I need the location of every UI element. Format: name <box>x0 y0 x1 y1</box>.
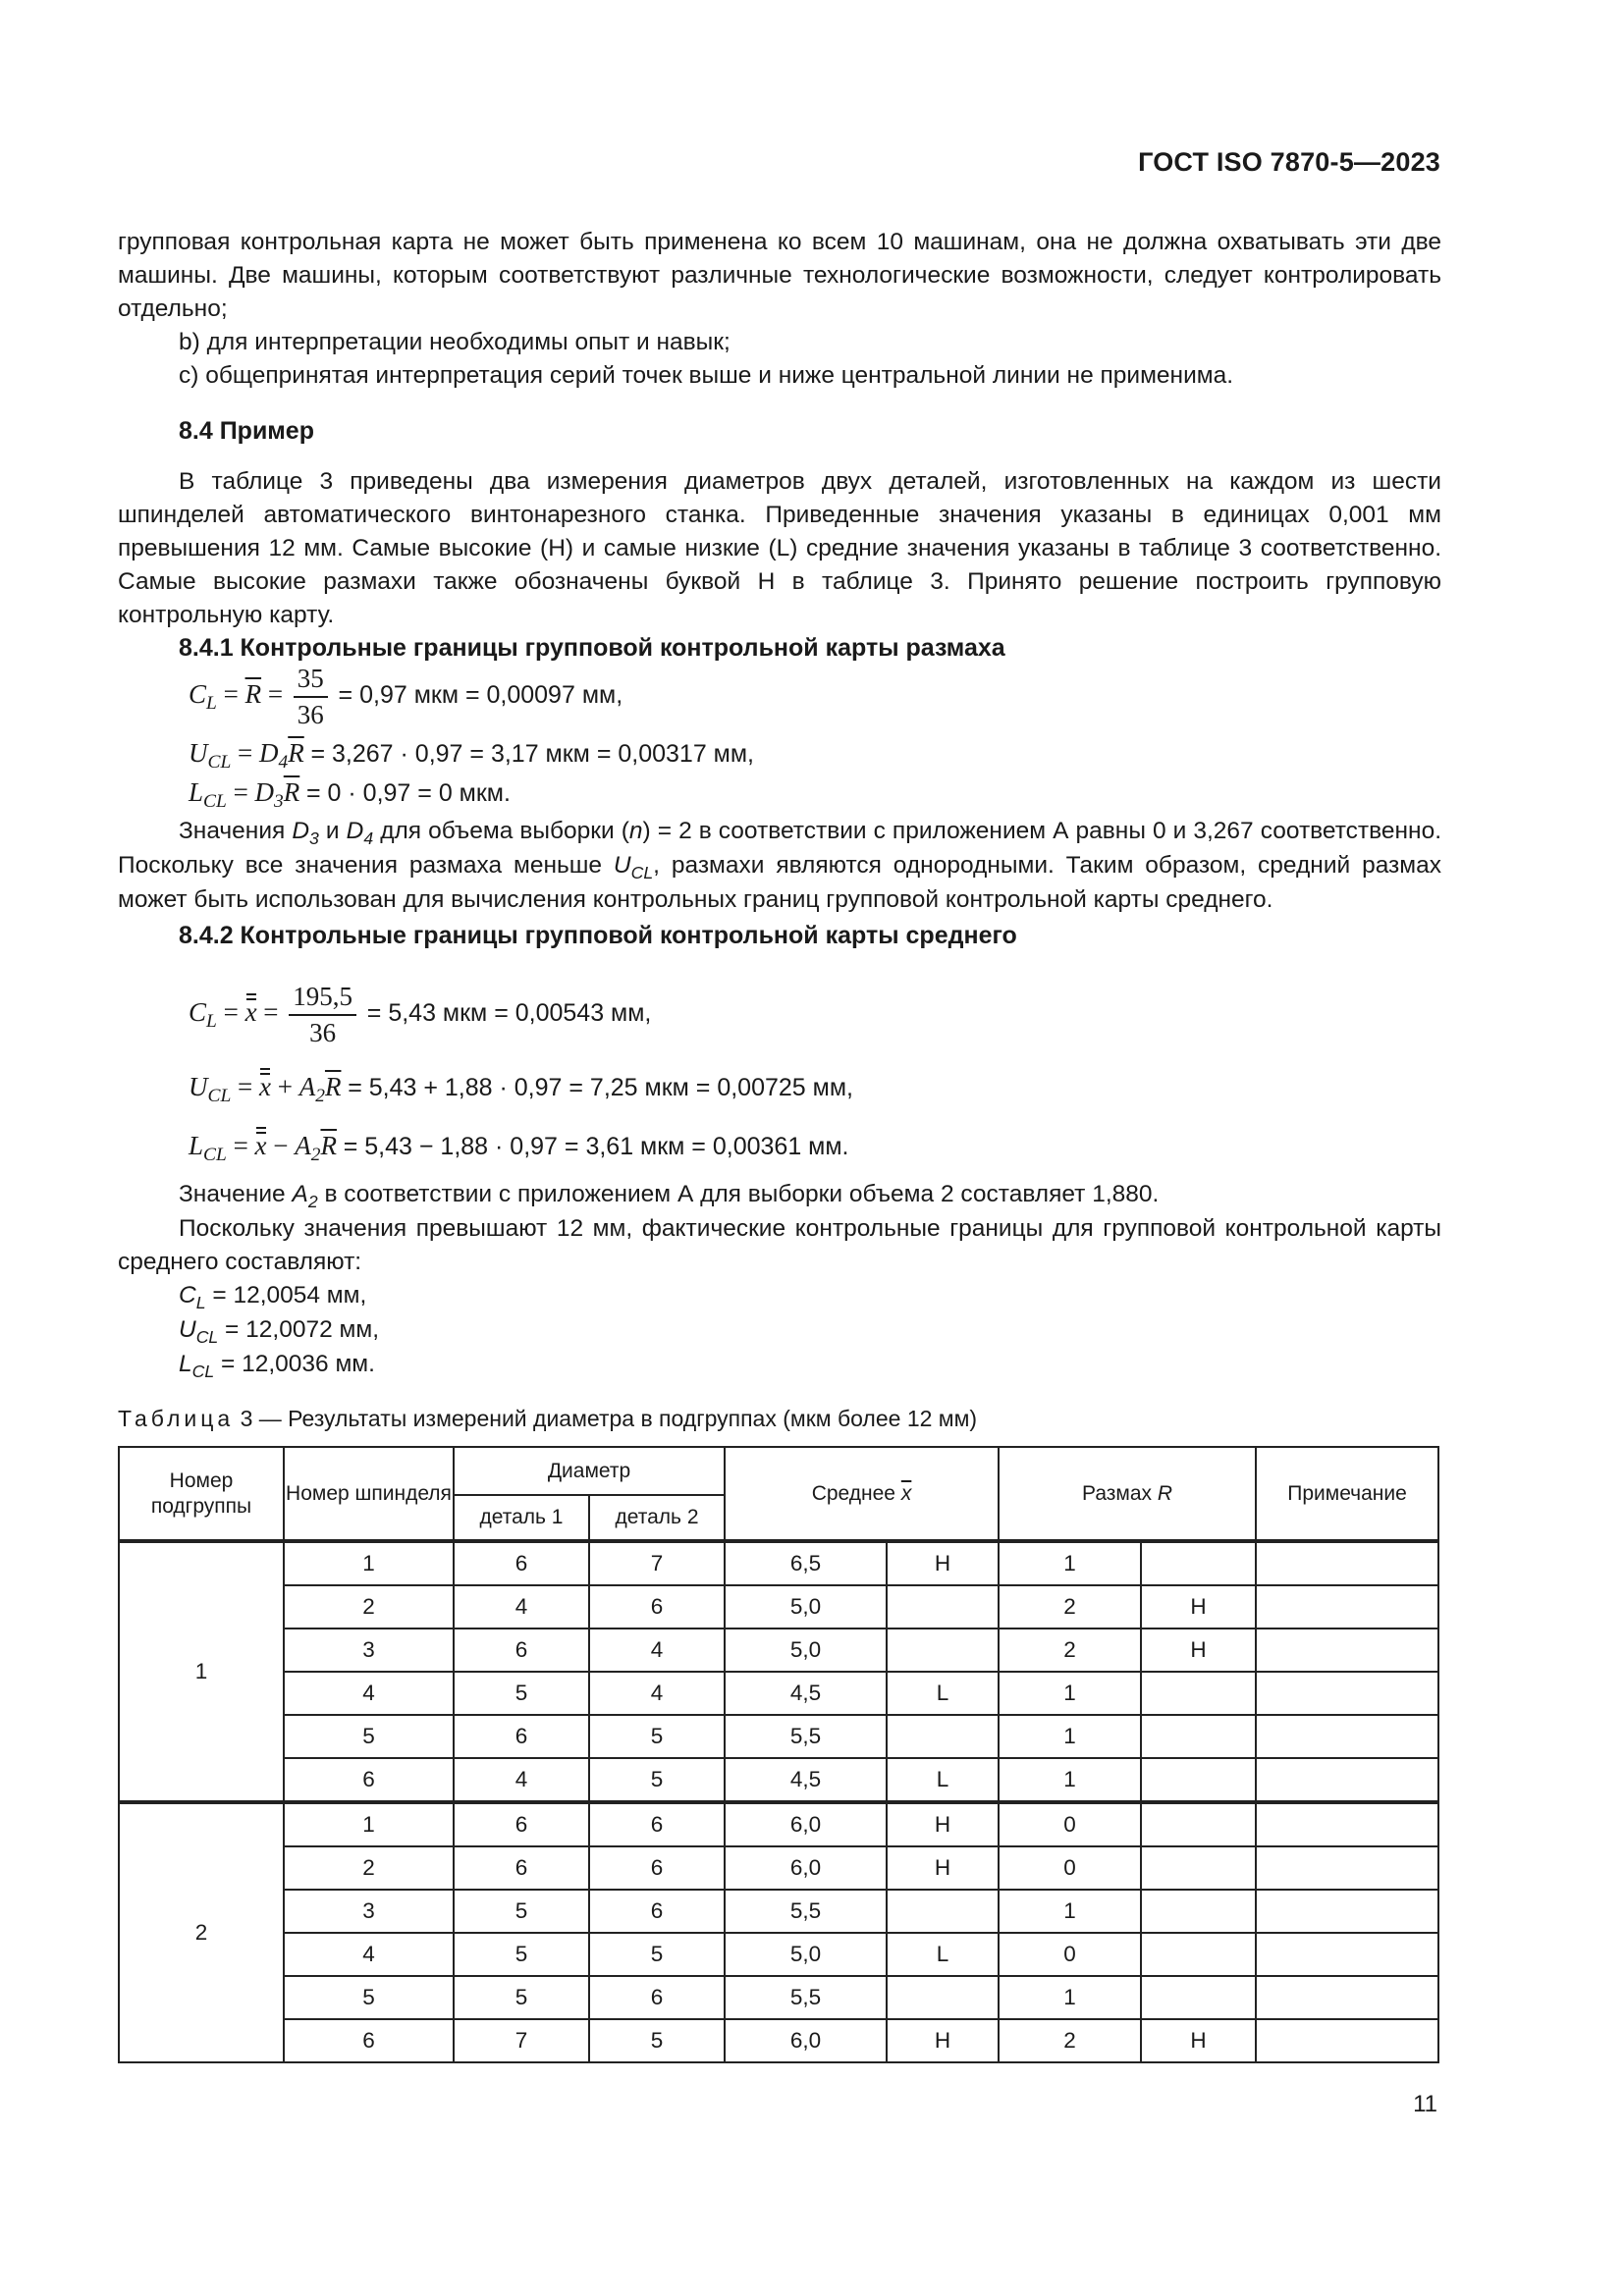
range-cell: 1 <box>999 1715 1141 1758</box>
text-fragment: Значения <box>179 818 286 844</box>
range-cell: 2 <box>999 1585 1141 1629</box>
mean-cell: 4,5 <box>725 1672 887 1715</box>
part1-cell: 7 <box>454 2019 589 2062</box>
mean-flag-cell <box>887 1715 999 1758</box>
final-ucl-value: = 12,0072 мм, <box>225 1316 380 1343</box>
spindle-cell: 6 <box>284 1758 454 1802</box>
formula-cl-range: $C_L = \overline{R}$ = $\frac{35}{36}$ = 0,97 мкм = 0,00097 мм, <box>189 664 623 729</box>
final-lcl: $L_{CL} = 12,0036$ мм. <box>179 1351 375 1381</box>
formula-lcl-mean: $L_{CL} = x - A_2\overline{R} = 5,43 - 1,88 \cdot 0,97 = 3,61$ мкм = 0,00361 мм. <box>189 1131 849 1166</box>
text-fragment: Значение <box>179 1181 286 1207</box>
header-diameter: Диаметр <box>454 1447 725 1495</box>
mean-cell: 6,0 <box>725 1846 887 1890</box>
range-cell: 2 <box>999 2019 1141 2062</box>
note-cell <box>1256 1976 1438 2019</box>
note-cell <box>1256 1541 1438 1585</box>
spindle-cell: 3 <box>284 1629 454 1672</box>
table-row <box>119 2019 1438 2062</box>
fraction-195-36 <box>289 982 356 1048</box>
spindle-cell: 2 <box>284 1585 454 1629</box>
range-flag-cell <box>1141 1846 1256 1890</box>
range-flag-cell <box>1141 1976 1256 2019</box>
range-cell: 1 <box>999 1672 1141 1715</box>
formula-lcl-mean-result: = 5,43 − 1,88 · 0,97 = 3,61 мкм = 0,00361 мм. <box>343 1133 849 1160</box>
final-limits-paragraph: Поскольку значения превышают 12 мм, фактические контрольные границы для групповой контрольной карты среднего составляют: <box>118 1215 1441 1275</box>
mean-flag-cell: L <box>887 1933 999 1976</box>
list-item-c: c) общепринятая интерпретация серий точек выше и ниже центральной линии не применима. <box>179 362 1234 389</box>
note-cell <box>1256 1890 1438 1933</box>
range-cell: 1 <box>999 1890 1141 1933</box>
part1-cell: 6 <box>454 1541 589 1585</box>
part1-cell: 4 <box>454 1585 589 1629</box>
mean-flag-cell: H <box>887 1541 999 1585</box>
part1-cell: 4 <box>454 1758 589 1802</box>
mean-flag-cell <box>887 1890 999 1933</box>
range-cell: 2 <box>999 1629 1141 1672</box>
part2-cell: 4 <box>589 1672 725 1715</box>
mean-flag-cell <box>887 1585 999 1629</box>
spindle-cell: 5 <box>284 1715 454 1758</box>
formula-cl-mean: $C_L = x$ = $\frac{195,5}{36}$ = 5,43 мкм = 0,00543 мм, <box>189 982 652 1047</box>
range-flag-cell <box>1141 1541 1256 1585</box>
mean-flag-cell: H <box>887 1802 999 1846</box>
section-8-4-2-title: 8.4.2 Контрольные границы групповой контрольной карты среднего <box>179 922 1017 949</box>
range-cell: 1 <box>999 1758 1141 1802</box>
subgroup-cell: 1 <box>119 1541 284 1802</box>
spindle-cell: 1 <box>284 1802 454 1846</box>
part2-cell: 6 <box>589 1846 725 1890</box>
document-code-header: ГОСТ ISO 7870-5—2023 <box>1138 147 1440 177</box>
part1-cell: 5 <box>454 1890 589 1933</box>
mean-flag-cell <box>887 1629 999 1672</box>
mean-cell: 5,0 <box>725 1629 887 1672</box>
mean-cell: 6,5 <box>725 1541 887 1585</box>
range-flag-cell <box>1141 1715 1256 1758</box>
mean-flag-cell: L <box>887 1758 999 1802</box>
section-8-4 <box>118 414 1441 448</box>
formula-ucl-range-result: = 3,267 · 0,97 = 3,17 мкм = 0,00317 мм, <box>310 740 754 768</box>
table-caption <box>118 1406 977 1432</box>
part2-cell: 6 <box>589 1890 725 1933</box>
final-lcl-value: = 12,0036 мм. <box>220 1351 375 1377</box>
part2-cell: 5 <box>589 2019 725 2062</box>
intro-paragraph: групповая контрольная карта не может быть применена ко всем 10 машинам, она не должна охватывать эти две машины. Две машины, которым соответствуют различные технологические возможности, следует контролировать отдельно; <box>118 229 1441 322</box>
final-cl-value: = 12,0054 мм, <box>212 1282 367 1308</box>
note-cell <box>1256 1585 1438 1629</box>
note-cell <box>1256 1802 1438 1846</box>
spindle-cell: 1 <box>284 1541 454 1585</box>
note-cell <box>1256 1715 1438 1758</box>
range-flag-cell: H <box>1141 1585 1256 1629</box>
intro-block <box>118 226 1441 393</box>
part2-cell: 6 <box>589 1802 725 1846</box>
part2-cell: 5 <box>589 1715 725 1758</box>
fraction-denominator: 36 <box>309 1018 337 1047</box>
section-8-4-1-title: 8.4.1 Контрольные границы групповой контрольной карты размаха <box>179 634 1005 662</box>
header-mean: Среднее $\overline{x}$ <box>725 1447 999 1541</box>
table-row <box>119 1890 1438 1933</box>
mean-cell: 6,0 <box>725 2019 887 2062</box>
formula-ucl-mean-result: = 5,43 + 1,88 · 0,97 = 7,25 мкм = 0,00725 мм, <box>348 1074 853 1101</box>
table-caption-text: 3 — Результаты измерений диаметра в подгруппах (мкм более 12 мм) <box>240 1406 978 1431</box>
header-note: Примечание <box>1256 1447 1438 1541</box>
spindle-cell: 4 <box>284 1933 454 1976</box>
mean-flag-cell <box>887 1976 999 2019</box>
range-cell: 1 <box>999 1541 1141 1585</box>
page-number: 11 <box>1413 2091 1437 2117</box>
range-flag-cell <box>1141 1672 1256 1715</box>
text-fragment: в соответствии с приложением А для выборки объема 2 составляет 1,880. <box>324 1181 1160 1207</box>
spindle-cell: 2 <box>284 1846 454 1890</box>
mean-cell: 5,5 <box>725 1976 887 2019</box>
formula-cl-mean-result: = 5,43 мкм = 0,00543 мм, <box>366 999 652 1028</box>
text-fragment: ) = 2 в соответствии с приложением А равны 0 и 3,267 соответственно. Поскольку все значения размаха меньше <box>118 818 1441 879</box>
part1-cell: 5 <box>454 1976 589 2019</box>
range-cell: 0 <box>999 1802 1141 1846</box>
text-fragment: для объема выборки ( <box>380 818 629 844</box>
range-flag-cell <box>1141 1933 1256 1976</box>
part2-cell: 5 <box>589 1933 725 1976</box>
formula-lcl-range: $L_{CL} = D_3\overline{R} = 0 \cdot 0,97 = 0$ мкм. <box>189 777 511 813</box>
header-range-label: Размах <box>1082 1481 1153 1505</box>
note-cell <box>1256 2019 1438 2062</box>
part1-cell: 6 <box>454 1802 589 1846</box>
mean-cell: 5,0 <box>725 1585 887 1629</box>
table-row <box>119 1933 1438 1976</box>
spindle-cell: 6 <box>284 2019 454 2062</box>
formula-ucl-mean: $U_{CL} = x + A_2\overline{R} = 5,43 + 1,88 \cdot 0,97 = 7,25$ мкм = 0,00725 мм, <box>189 1072 853 1107</box>
header-part1: деталь 1 <box>454 1495 589 1541</box>
note-cell <box>1256 1933 1438 1976</box>
section-8-4-title: 8.4 Пример <box>179 417 314 445</box>
header-spindle: Номер шпинделя <box>284 1447 454 1541</box>
table-row <box>119 1976 1438 2019</box>
section-8-4-1-text <box>118 815 1441 952</box>
header-part2: деталь 2 <box>589 1495 725 1541</box>
range-cell: 0 <box>999 1846 1141 1890</box>
final-ucl: $U_{CL} = 12,0072$ мм, <box>179 1316 380 1347</box>
fraction-numerator: 35 <box>294 664 328 698</box>
fraction-denominator: 36 <box>297 700 324 729</box>
mean-cell: 5,0 <box>725 1933 887 1976</box>
table-row <box>119 1672 1438 1715</box>
header-subgroup: Номер подгруппы <box>119 1447 284 1541</box>
note-cell <box>1256 1846 1438 1890</box>
table-row <box>119 1802 1438 1846</box>
final-cl: $C_L = 12,0054$ мм, <box>179 1282 367 1312</box>
spindle-cell: 4 <box>284 1672 454 1715</box>
part2-cell: 7 <box>589 1541 725 1585</box>
mean-cell: 5,5 <box>725 1715 887 1758</box>
mean-flag-cell: H <box>887 2019 999 2062</box>
mean-cell: 5,5 <box>725 1890 887 1933</box>
table-row <box>119 1585 1438 1629</box>
list-item-b: b) для интерпретации необходимы опыт и навык; <box>179 329 731 355</box>
note-cell <box>1256 1758 1438 1802</box>
fraction-35-36 <box>294 664 328 730</box>
range-flag-cell: H <box>1141 1629 1256 1672</box>
table-row <box>119 1629 1438 1672</box>
part1-cell: 6 <box>454 1715 589 1758</box>
section-8-4-body <box>118 465 1441 665</box>
note-cell <box>1256 1629 1438 1672</box>
range-flag-cell <box>1141 1758 1256 1802</box>
note-cell <box>1256 1672 1438 1715</box>
part1-cell: 5 <box>454 1672 589 1715</box>
table-row <box>119 1541 1438 1585</box>
table-body <box>119 1541 1438 2062</box>
subgroup-cell: 2 <box>119 1802 284 2062</box>
mean-cell: 4,5 <box>725 1758 887 1802</box>
mean-flag-cell: H <box>887 1846 999 1890</box>
mean-cell: 6,0 <box>725 1802 887 1846</box>
section-8-4-2-text <box>118 1178 1441 1382</box>
part1-cell: 5 <box>454 1933 589 1976</box>
table-row <box>119 1715 1438 1758</box>
formula-ucl-range: $U_{CL} = D_4\overline{R} = 3,267 \cdot 0,97 = 3,17$ мкм = 0,00317 мм, <box>189 738 754 774</box>
part1-cell: 6 <box>454 1846 589 1890</box>
formula-lcl-range-result: = 0 · 0,97 = 0 мкм. <box>306 779 511 807</box>
header-range: Размах R <box>999 1447 1256 1541</box>
part2-cell: 5 <box>589 1758 725 1802</box>
mean-flag-cell: L <box>887 1672 999 1715</box>
table-row <box>119 1846 1438 1890</box>
part2-cell: 4 <box>589 1629 725 1672</box>
spindle-cell: 5 <box>284 1976 454 2019</box>
range-flag-cell <box>1141 1802 1256 1846</box>
part1-cell: 6 <box>454 1629 589 1672</box>
table-row <box>119 1758 1438 1802</box>
range-cell: 1 <box>999 1976 1141 2019</box>
formula-cl-range-result: = 0,97 мкм = 0,00097 мм, <box>338 681 623 710</box>
results-table <box>118 1446 1439 2063</box>
fraction-numerator: 195,5 <box>289 982 356 1016</box>
range-flag-cell: H <box>1141 2019 1256 2062</box>
table-caption-label: Таблица <box>118 1406 235 1431</box>
range-cell: 0 <box>999 1933 1141 1976</box>
text-fragment: , размахи являются однородными. Таким образом, средний размах может быть использован для вычисления контрольных границ групповой контрольной карты среднего. <box>118 852 1442 913</box>
part2-cell: 6 <box>589 1585 725 1629</box>
spindle-cell: 3 <box>284 1890 454 1933</box>
section-8-4-paragraph: В таблице 3 приведены два измерения диаметров двух деталей, изготовленных на каждом из шести шпинделей автоматического винтонарезного станка. Приведенные значения указаны в единицах 0,001 мм превышения 12 мм. Самые высокие (H) и самые низкие (L) средние значения указаны в таблице 3 соответственно. Самые высокие размахи также обозначены буквой H в таблице 3. Принято решение построить групповую контрольную карту. <box>118 468 1441 628</box>
a2-paragraph: Значение $A_2$ в соответствии с приложением А для выборки объема 2 составляет 1,880. <box>179 1181 1160 1211</box>
d3-d4-paragraph: Значения $D_3$ и $D_4$ для объема выборки (n) = 2 в соответствии с приложением А равны 0 и 3,267 соответственно. Поскольку все значения размаха меньше $U_{CL}$, размахи являются однородными. Таким образом, средний размах может быть использован для вычисления контрольных границ групповой контрольной карты среднего. <box>118 818 1442 913</box>
header-mean-label: Среднее <box>811 1481 895 1505</box>
part2-cell: 6 <box>589 1976 725 2019</box>
range-flag-cell <box>1141 1890 1256 1933</box>
